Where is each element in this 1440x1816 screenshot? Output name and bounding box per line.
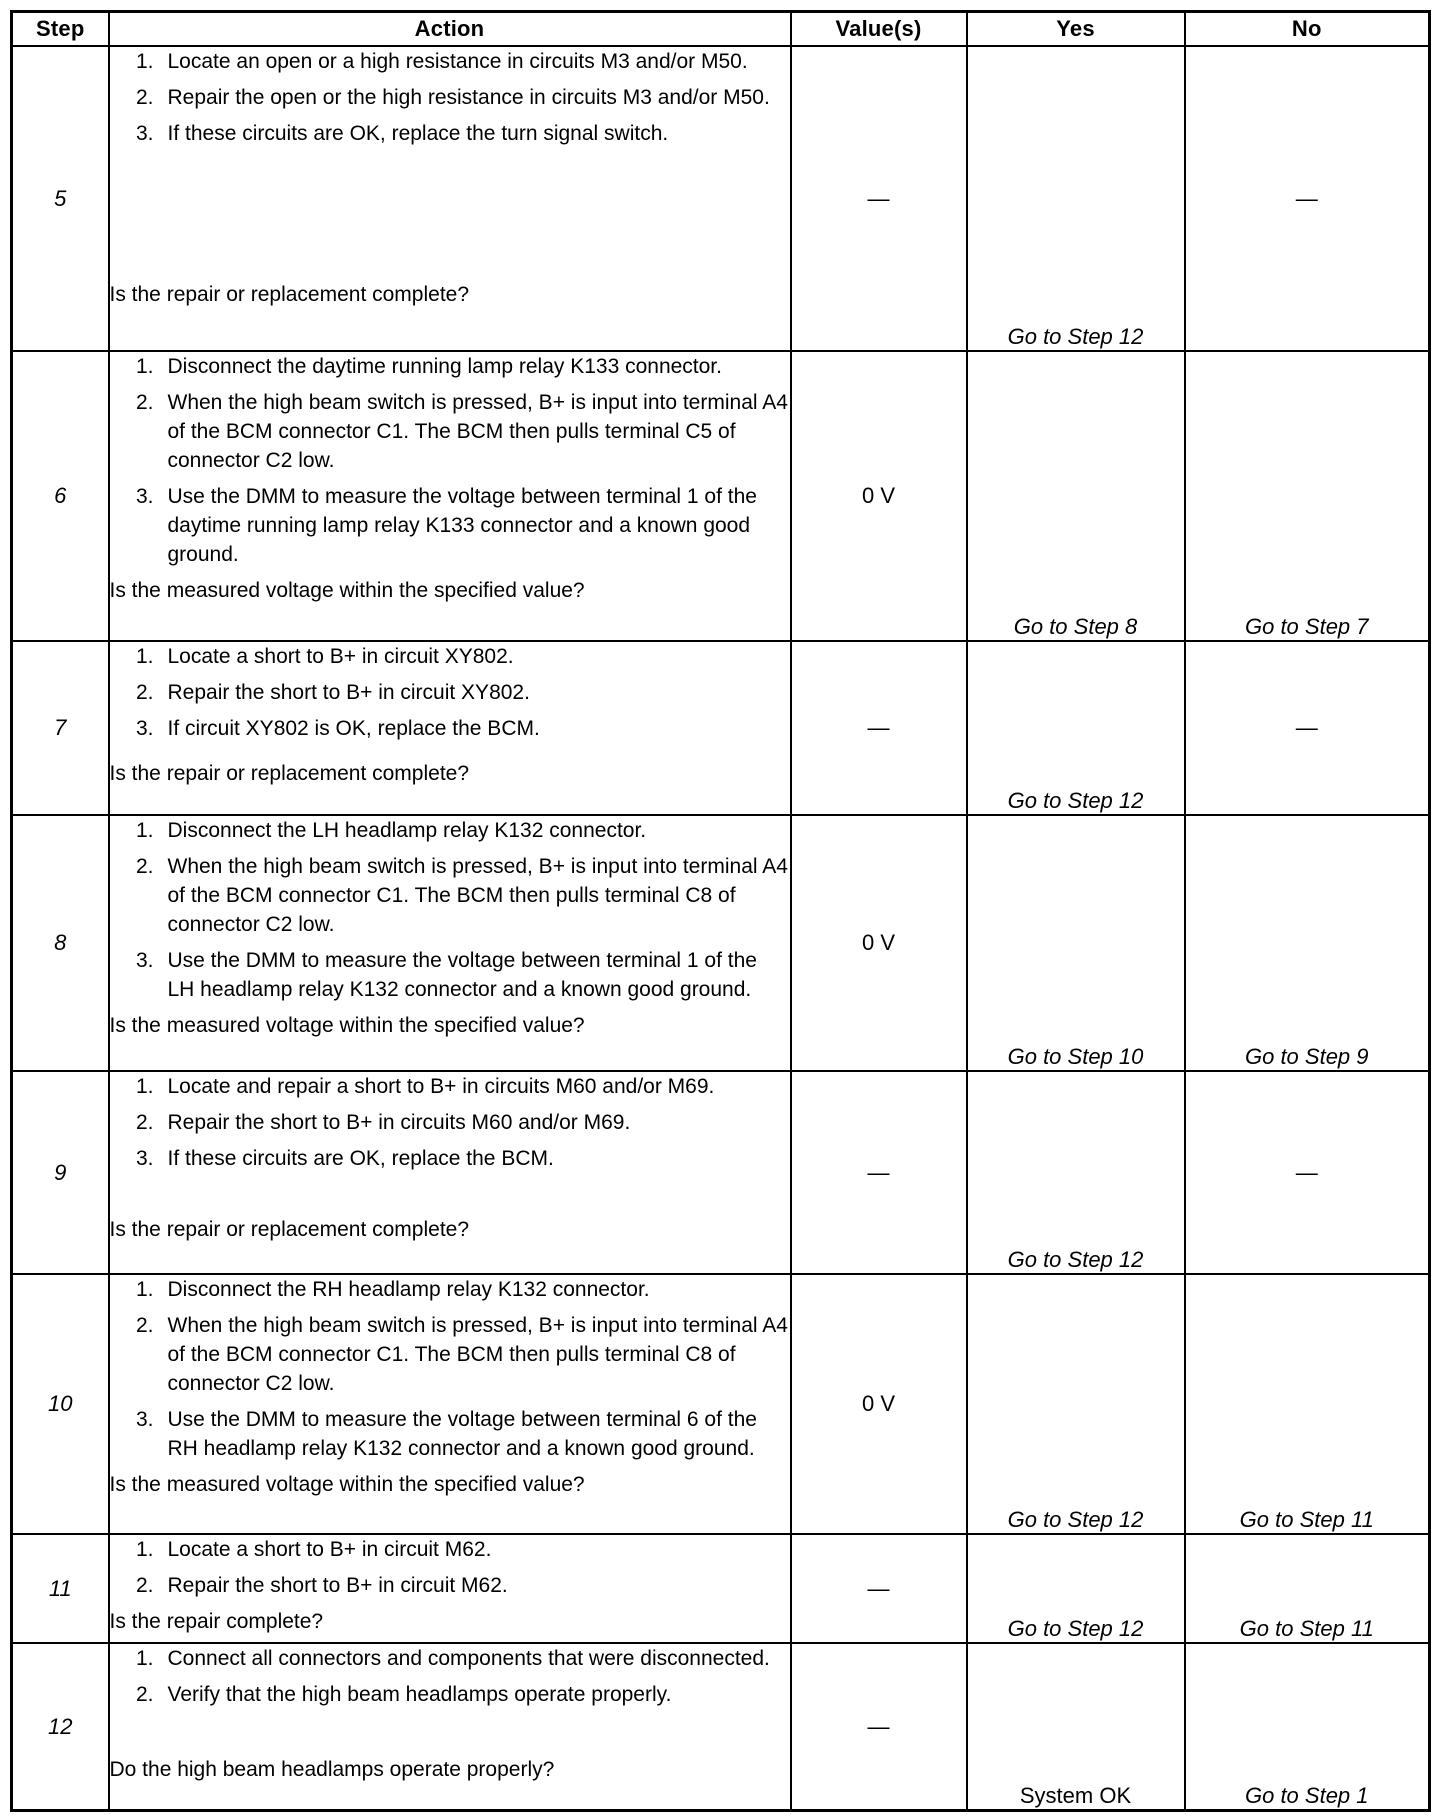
action-item-text: Use the DMM to measure the voltage between terminal 1 of the daytime running lamp relay K133 connector and a known good ground. (167, 485, 757, 567)
no-result: Go to Step 9 (1244, 1043, 1369, 1069)
no-cell (1185, 1274, 1430, 1534)
action-item-number: 1. (135, 355, 154, 379)
no-result: — (1295, 1159, 1318, 1185)
yes-cell (967, 1274, 1185, 1534)
step-number: 11 (12, 1534, 109, 1643)
no-cell (1185, 1534, 1430, 1643)
diagnostic-table (10, 10, 1431, 1812)
no-result: Go to Step 7 (1244, 613, 1369, 639)
action-item-number: 3. (135, 485, 154, 509)
yes-result: System OK (1019, 1783, 1132, 1808)
yes-result: Go to Step 12 (1007, 1507, 1144, 1533)
action-cell (109, 1534, 791, 1643)
action-item-text: Connect all connectors and components that were disconnected. (167, 1647, 770, 1671)
value-cell: — (791, 641, 967, 815)
action-item-number: 2. (135, 855, 154, 879)
action-question: Do the high beam headlamps operate properly? (109, 1758, 555, 1782)
action-item-text: If circuit XY802 is OK, replace the BCM. (167, 716, 540, 740)
action-cell (109, 1643, 791, 1810)
action-list (110, 352, 790, 576)
action-list (110, 816, 790, 1011)
step-number: 12 (12, 1643, 109, 1810)
action-item-text: Use the DMM to measure the voltage between terminal 6 of the RH headlamp relay K132 connector and a known good ground. (167, 1408, 757, 1461)
action-item (110, 83, 790, 112)
action-item-number: 2. (135, 680, 154, 704)
table-row (12, 1274, 1430, 1534)
header-no: No (1185, 12, 1430, 47)
step-number: 7 (12, 641, 109, 815)
action-item (110, 1072, 790, 1101)
action-item-number: 3. (135, 1408, 154, 1432)
action-item-text: Repair the short to B+ in circuits M60 and/or M69. (167, 1110, 631, 1134)
action-item (110, 1680, 790, 1709)
action-item-number: 2. (135, 1314, 154, 1338)
action-question: Is the repair or replacement complete? (109, 761, 470, 785)
action-item (110, 946, 790, 1004)
table-row (12, 1643, 1430, 1810)
no-cell (1185, 641, 1430, 815)
action-question: Is the measured voltage within the specified value? (109, 1014, 585, 1038)
action-question: Is the repair complete? (109, 1610, 324, 1634)
table-row (12, 641, 1430, 815)
action-item-text: Locate an open or a high resistance in circuits M3 and/or M50. (167, 50, 748, 73)
yes-cell (967, 1071, 1185, 1275)
action-list (110, 1644, 790, 1716)
table-body (12, 46, 1430, 1811)
value-cell: 0 V (791, 1274, 967, 1534)
action-item-number: 2. (135, 1574, 154, 1598)
action-question: Is the repair or replacement complete? (109, 283, 470, 306)
action-item-number: 3. (135, 949, 154, 973)
action-item-text: When the high beam switch is pressed, B+ is input into terminal A4 of the BCM connector C1. The BCM then pulls terminal C8 of connector C2 low. (167, 855, 788, 937)
no-cell (1185, 351, 1430, 641)
yes-result: Go to Step 12 (1007, 788, 1144, 814)
action-list (110, 1275, 790, 1470)
value-cell: 0 V (791, 815, 967, 1071)
action-cell (109, 351, 791, 641)
value-cell: — (791, 46, 967, 351)
action-item (110, 482, 790, 569)
action-question: Is the measured voltage within the specified value? (109, 579, 585, 603)
action-item (110, 352, 790, 381)
action-item-number: 1. (135, 644, 154, 668)
table-row (12, 1071, 1430, 1275)
yes-result: Go to Step 12 (1007, 1247, 1144, 1273)
action-item (110, 1571, 790, 1600)
header-action: Action (109, 12, 791, 47)
action-cell (109, 641, 791, 815)
action-item (110, 1311, 790, 1398)
action-item-text: Locate and repair a short to B+ in circuits M60 and/or M69. (167, 1074, 715, 1098)
no-result: Go to Step 11 (1239, 1616, 1374, 1642)
action-item (110, 678, 790, 707)
step-number: 5 (12, 46, 109, 351)
yes-cell (967, 641, 1185, 815)
no-cell (1185, 46, 1430, 351)
action-item-text: Verify that the high beam headlamps operate properly. (167, 1683, 672, 1707)
action-item-text: Locate a short to B+ in circuit M62. (167, 1538, 492, 1562)
action-item-number: 1. (135, 1278, 154, 1302)
action-cell (109, 815, 791, 1071)
action-item (110, 1405, 790, 1463)
header-values: Value(s) (791, 12, 967, 47)
table-row (12, 351, 1430, 641)
action-item-text: Locate a short to B+ in circuit XY802. (167, 644, 514, 668)
action-item (110, 714, 790, 743)
action-item-text: Disconnect the RH headlamp relay K132 connector. (167, 1278, 650, 1302)
action-item-number: 3. (135, 716, 154, 740)
action-item-text: Disconnect the LH headlamp relay K132 connector. (167, 819, 647, 843)
no-result: Go to Step 11 (1239, 1507, 1374, 1533)
action-item (110, 1275, 790, 1304)
action-item-text: If these circuits are OK, replace the BCM. (167, 1146, 554, 1170)
yes-cell (967, 1534, 1185, 1643)
action-item (110, 47, 790, 76)
action-question: Is the repair or replacement complete? (109, 1217, 470, 1241)
yes-cell (967, 1643, 1185, 1810)
no-result: — (1295, 715, 1318, 741)
no-cell (1185, 1071, 1430, 1275)
action-item-number: 1. (135, 1647, 154, 1671)
yes-result: Go to Step 10 (1007, 1043, 1144, 1069)
no-result: — (1295, 185, 1318, 211)
action-cell (109, 46, 791, 351)
action-item-text: Repair the short to B+ in circuit M62. (167, 1574, 508, 1598)
action-item-text: Disconnect the daytime running lamp relay K133 connector. (167, 355, 722, 379)
action-item-number: 1. (135, 819, 154, 843)
action-item-number: 1. (135, 50, 154, 73)
header-yes: Yes (967, 12, 1185, 47)
action-item-number: 2. (135, 1683, 154, 1707)
yes-cell (967, 815, 1185, 1071)
action-item-text: When the high beam switch is pressed, B+ is input into terminal A4 of the BCM connector C1. The BCM then pulls terminal C8 of connector C2 low. (167, 1314, 788, 1396)
no-cell (1185, 1643, 1430, 1810)
action-item (110, 1144, 790, 1173)
action-item (110, 642, 790, 671)
action-item-number: 2. (135, 1110, 154, 1134)
value-cell: — (791, 1534, 967, 1643)
action-item-number: 3. (135, 1146, 154, 1170)
action-item-number: 1. (135, 1074, 154, 1098)
action-item (110, 816, 790, 845)
step-number: 6 (12, 351, 109, 641)
action-item-text: Repair the short to B+ in circuit XY802. (167, 680, 530, 704)
table-row (12, 1534, 1430, 1643)
action-list (110, 1072, 790, 1180)
action-item (110, 1535, 790, 1564)
action-item (110, 119, 790, 148)
action-item (110, 852, 790, 939)
yes-result: Go to Step 8 (1013, 613, 1138, 639)
header-step: Step (12, 12, 109, 47)
action-item (110, 1108, 790, 1137)
step-number: 9 (12, 1071, 109, 1275)
action-item-number: 1. (135, 1538, 154, 1562)
action-item-number: 2. (135, 86, 154, 109)
action-item (110, 388, 790, 475)
action-item-number: 2. (135, 391, 154, 415)
value-cell: — (791, 1071, 967, 1275)
action-item-number: 3. (135, 122, 154, 145)
step-number: 8 (12, 815, 109, 1071)
no-result: Go to Step 1 (1244, 1783, 1369, 1808)
action-item (110, 1644, 790, 1673)
yes-result: Go to Step 12 (1007, 324, 1144, 350)
action-question: Is the measured voltage within the specified value? (109, 1473, 585, 1497)
yes-cell (967, 46, 1185, 351)
step-number: 10 (12, 1274, 109, 1534)
action-item-text: If these circuits are OK, replace the turn signal switch. (167, 122, 669, 145)
table-row (12, 46, 1430, 351)
header-row (12, 12, 1430, 47)
action-list (110, 47, 790, 155)
value-cell: — (791, 1643, 967, 1810)
action-item-text: Use the DMM to measure the voltage between terminal 1 of the LH headlamp relay K132 connector and a known good ground. (167, 949, 757, 1002)
action-cell (109, 1274, 791, 1534)
table-row (12, 815, 1430, 1071)
action-list (110, 642, 790, 750)
value-cell: 0 V (791, 351, 967, 641)
action-item-text: Repair the open or the high resistance in circuits M3 and/or M50. (167, 86, 770, 109)
action-cell (109, 1071, 791, 1275)
yes-result: Go to Step 12 (1007, 1616, 1144, 1642)
yes-cell (967, 351, 1185, 641)
action-list (110, 1535, 790, 1607)
no-cell (1185, 815, 1430, 1071)
action-item-text: When the high beam switch is pressed, B+ is input into terminal A4 of the BCM connector C1. The BCM then pulls terminal C5 of connector C2 low. (167, 391, 788, 473)
